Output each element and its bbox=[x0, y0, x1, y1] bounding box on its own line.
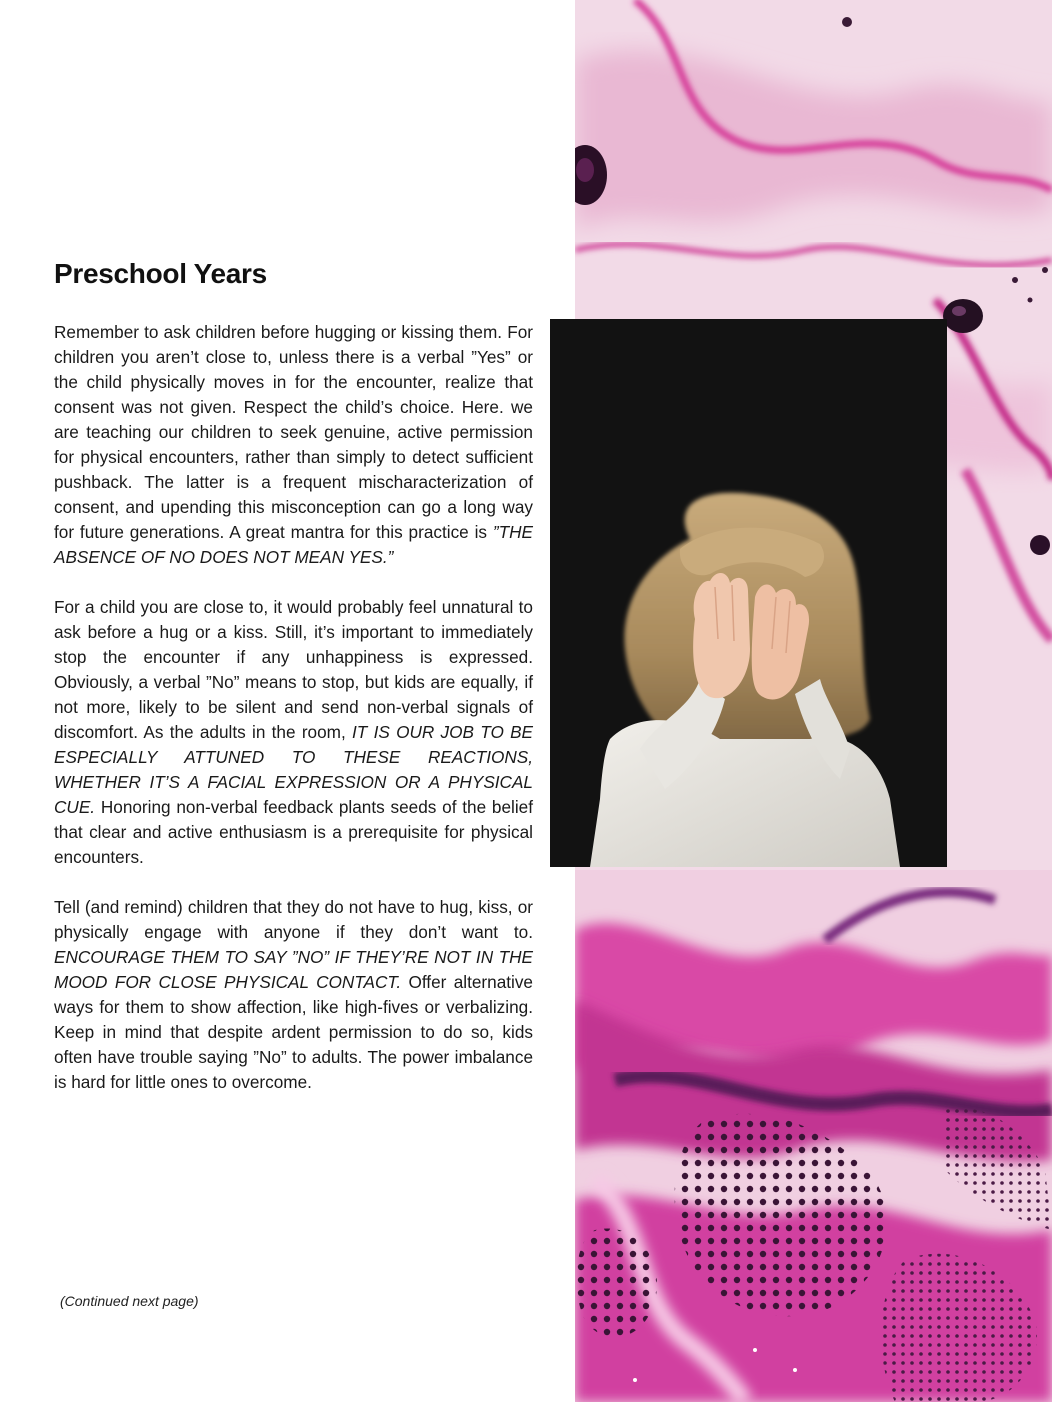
paragraph-text: For a child you are close to, it would probably feel unnatural to ask before a hug or a kiss. Still, it’s important to immediately stop the encounter if any unhappiness is expressed. Obviously, a verbal ”No” means to stop, but kids are equally, if not more, likely to be silent and send non-verbal signals of discomfort. As the adults in the room, bbox=[54, 597, 533, 742]
paragraph-close-child bbox=[54, 595, 533, 870]
emphasis-text: ENCOURAGE THEM TO SAY ”NO” IF THEY’RE NOT IN THE MOOD FOR CLOSE PHYSICAL CONTACT. bbox=[54, 947, 533, 992]
emphasis-text: ”THE ABSENCE OF NO DOES NOT MEAN YES.” bbox=[54, 522, 533, 567]
paragraph-text: Offer alternative ways for them to show affection, like high-fives or verbalizing. Keep in mind that despite ardent permission to do so, kids often have trouble saying ”No” to adults. The power imbalance is hard for little ones to overcome. bbox=[54, 972, 533, 1092]
paragraph-text: Tell (and remind) children that they do not have to hug, kiss, or physically engage with anyone if they don’t want to. bbox=[54, 897, 533, 942]
child-covering-face-photo bbox=[550, 319, 947, 867]
paragraph-text: Honoring non-verbal feedback plants seeds of the belief that clear and active enthusiasm is a prerequisite for physical encounters. bbox=[54, 797, 533, 867]
emphasis-text: IT IS OUR JOB TO BE ESPECIALLY ATTUNED TO THESE REACTIONS, WHETHER IT’S A FACIAL EXPRESSION OR A PHYSICAL CUE. bbox=[54, 722, 534, 817]
paragraph-text: Remember to ask children before hugging or kissing them. For children you aren’t close to, unless there is a verbal ”Yes” or the child physically moves in for the encounter, realize that consent was not given. Respect the child’s choice. Here. we are teaching our children to seek genuine, active permission for physical encounters, rather than simply to detect sufficient pushback. The latter is a frequent mischaracterization of consent, and upending this misconception can go a long way for future generations. A great mantra for this practice is bbox=[54, 322, 533, 542]
paragraph-ask-before-hugging bbox=[54, 320, 533, 570]
continued-note: (Continued next page) bbox=[60, 1293, 199, 1309]
page-title: Preschool Years bbox=[54, 258, 267, 289]
paragraph-remind-children bbox=[54, 895, 533, 1095]
article-body bbox=[54, 320, 533, 1120]
